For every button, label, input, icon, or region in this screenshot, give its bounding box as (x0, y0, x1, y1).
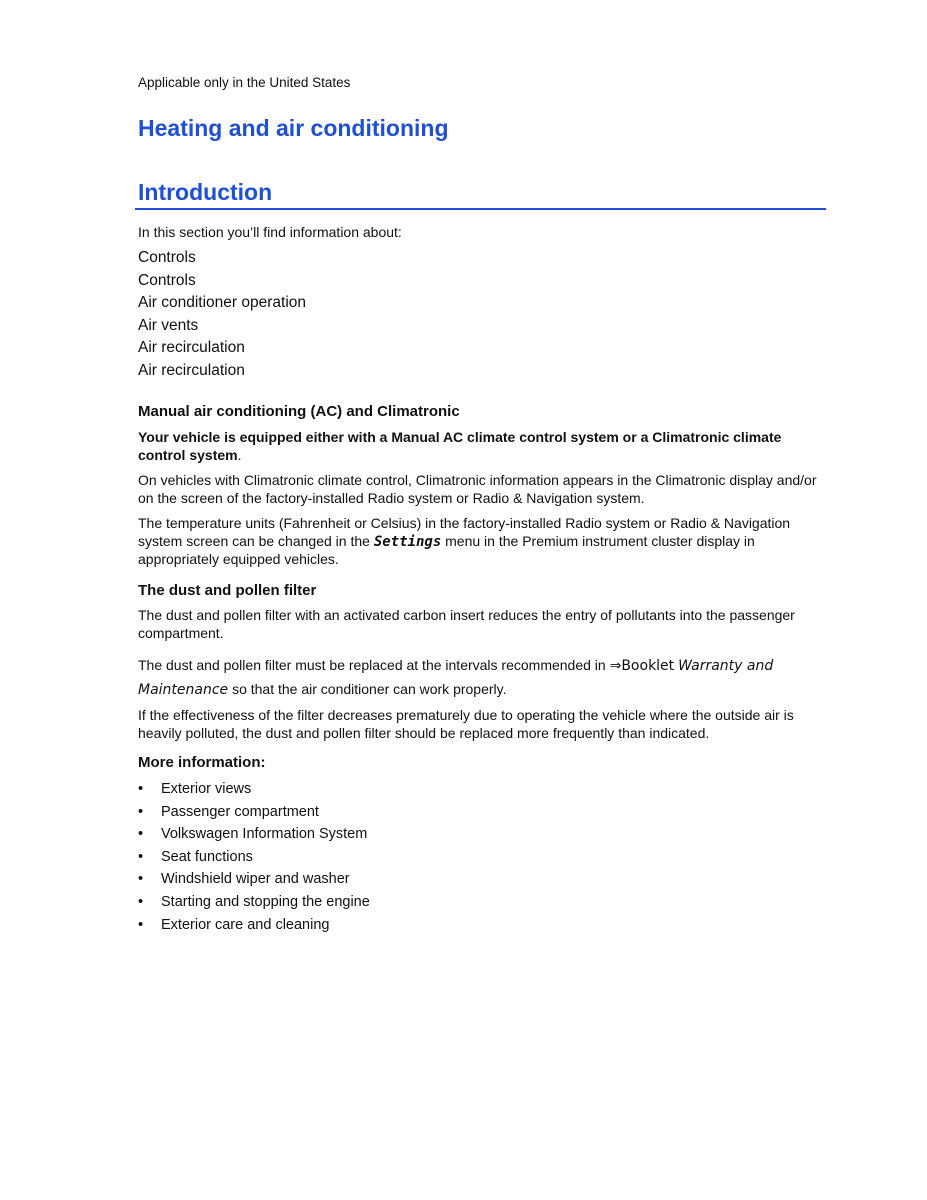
section-title: Introduction (138, 179, 273, 205)
manual-ac-bold-intro-end: . (237, 446, 242, 463)
toc-link-air-vents[interactable]: Air vents (138, 316, 199, 334)
bullet-icon: • (138, 848, 144, 865)
toc-item (138, 292, 306, 315)
toc-item (138, 315, 306, 338)
filter-para1: The dust and pollen filter with an activated carbon insert reduces the entry of pollutants into the passenger compartment. (138, 607, 795, 641)
booklet-title: Warranty and Maintenance (138, 658, 774, 698)
manual-ac-para2-pre: The temperature units (Fahrenheit or Celsius) in the factory-installed Radio system or Radio & Navigation system screen can be changed in the (138, 515, 791, 549)
list-item (138, 868, 828, 891)
toc-item (138, 337, 306, 360)
list-item (138, 914, 828, 937)
booklet-link[interactable] (610, 658, 675, 674)
toc-item (138, 360, 306, 383)
chapter-title: Heating and air conditioning (138, 115, 449, 141)
intro-text: In this section you’ll find information about: (138, 224, 402, 240)
section-divider (135, 208, 826, 210)
manual-ac-para2 (138, 515, 828, 569)
more-info-list (138, 778, 828, 936)
arrow-right-icon: ⇒ (609, 658, 622, 674)
manual-ac-bold-intro: Your vehicle is equipped either with a Manual AC climate control system or a Climatronic climate control system (138, 429, 782, 463)
more-info-link-wiper-washer[interactable]: Windshield wiper and washer (161, 871, 350, 888)
booklet-label: Booklet (621, 658, 675, 674)
bullet-icon: • (138, 826, 144, 843)
toc-item (138, 270, 306, 293)
more-info-link-passenger-compartment[interactable]: Passenger compartment (161, 803, 319, 820)
manual-ac-heading: Manual air conditioning (AC) and Climatronic (138, 403, 460, 420)
more-info-link-information-system[interactable]: Volkswagen Information System (161, 826, 368, 843)
manual-ac-intro (138, 429, 828, 464)
bullet-icon: • (138, 803, 144, 820)
filter-para2-pre: The dust and pollen filter must be replaced at the intervals recommended in (138, 657, 606, 673)
list-item (138, 891, 828, 914)
more-info-section (138, 754, 828, 936)
toc-link-air-recirculation-2[interactable]: Air recirculation (138, 361, 245, 379)
list-item (138, 846, 828, 869)
bullet-icon: • (138, 781, 144, 797)
filter-heading: The dust and pollen filter (138, 582, 317, 599)
manual-ac-section (138, 403, 828, 569)
bullet-icon: • (138, 871, 144, 888)
bullet-icon: • (138, 893, 144, 910)
filter-para2 (138, 654, 828, 702)
toc-link-list (138, 247, 306, 383)
toc-link-controls[interactable]: Controls (138, 249, 196, 266)
list-item (138, 823, 828, 846)
list-item (138, 801, 828, 824)
more-info-link-starting-engine[interactable]: Starting and stopping the engine (161, 893, 370, 910)
manual-ac-para2-post: menu in the Premium instrument cluster display in appropriately equipped vehicles. (138, 532, 755, 567)
more-info-link-exterior-care[interactable]: Exterior care and cleaning (161, 916, 330, 933)
filter-section (138, 582, 828, 742)
toc-link-controls-2[interactable]: Controls (138, 271, 196, 289)
settings-menu-name: Settings (373, 533, 442, 550)
toc-link-ac-operation[interactable]: Air conditioner operation (138, 294, 307, 312)
toc-link-air-recirculation[interactable]: Air recirculation (138, 339, 245, 357)
filter-para3: If the effectiveness of the filter decreases prematurely due to operating the vehicle where the outside air is heavily polluted, the dust and pollen filter should be replaced more frequently than indicated. (138, 707, 794, 741)
more-info-link-exterior-views[interactable]: Exterior views (161, 781, 252, 797)
applicability-note: Applicable only in the United States (138, 75, 351, 90)
more-info-link-seat-functions[interactable]: Seat functions (161, 848, 253, 865)
list-item (138, 778, 828, 801)
filter-para2-post: so that the air conditioner can work properly. (232, 681, 507, 697)
bullet-icon: • (138, 916, 144, 933)
manual-ac-para1: On vehicles with Climatronic climate control, Climatronic information appears in the Climatronic display and/or on the screen of the factory-installed Radio system or Radio & Navigation system. (138, 472, 817, 506)
more-info-heading: More information: (138, 754, 266, 771)
toc-item (138, 247, 306, 270)
